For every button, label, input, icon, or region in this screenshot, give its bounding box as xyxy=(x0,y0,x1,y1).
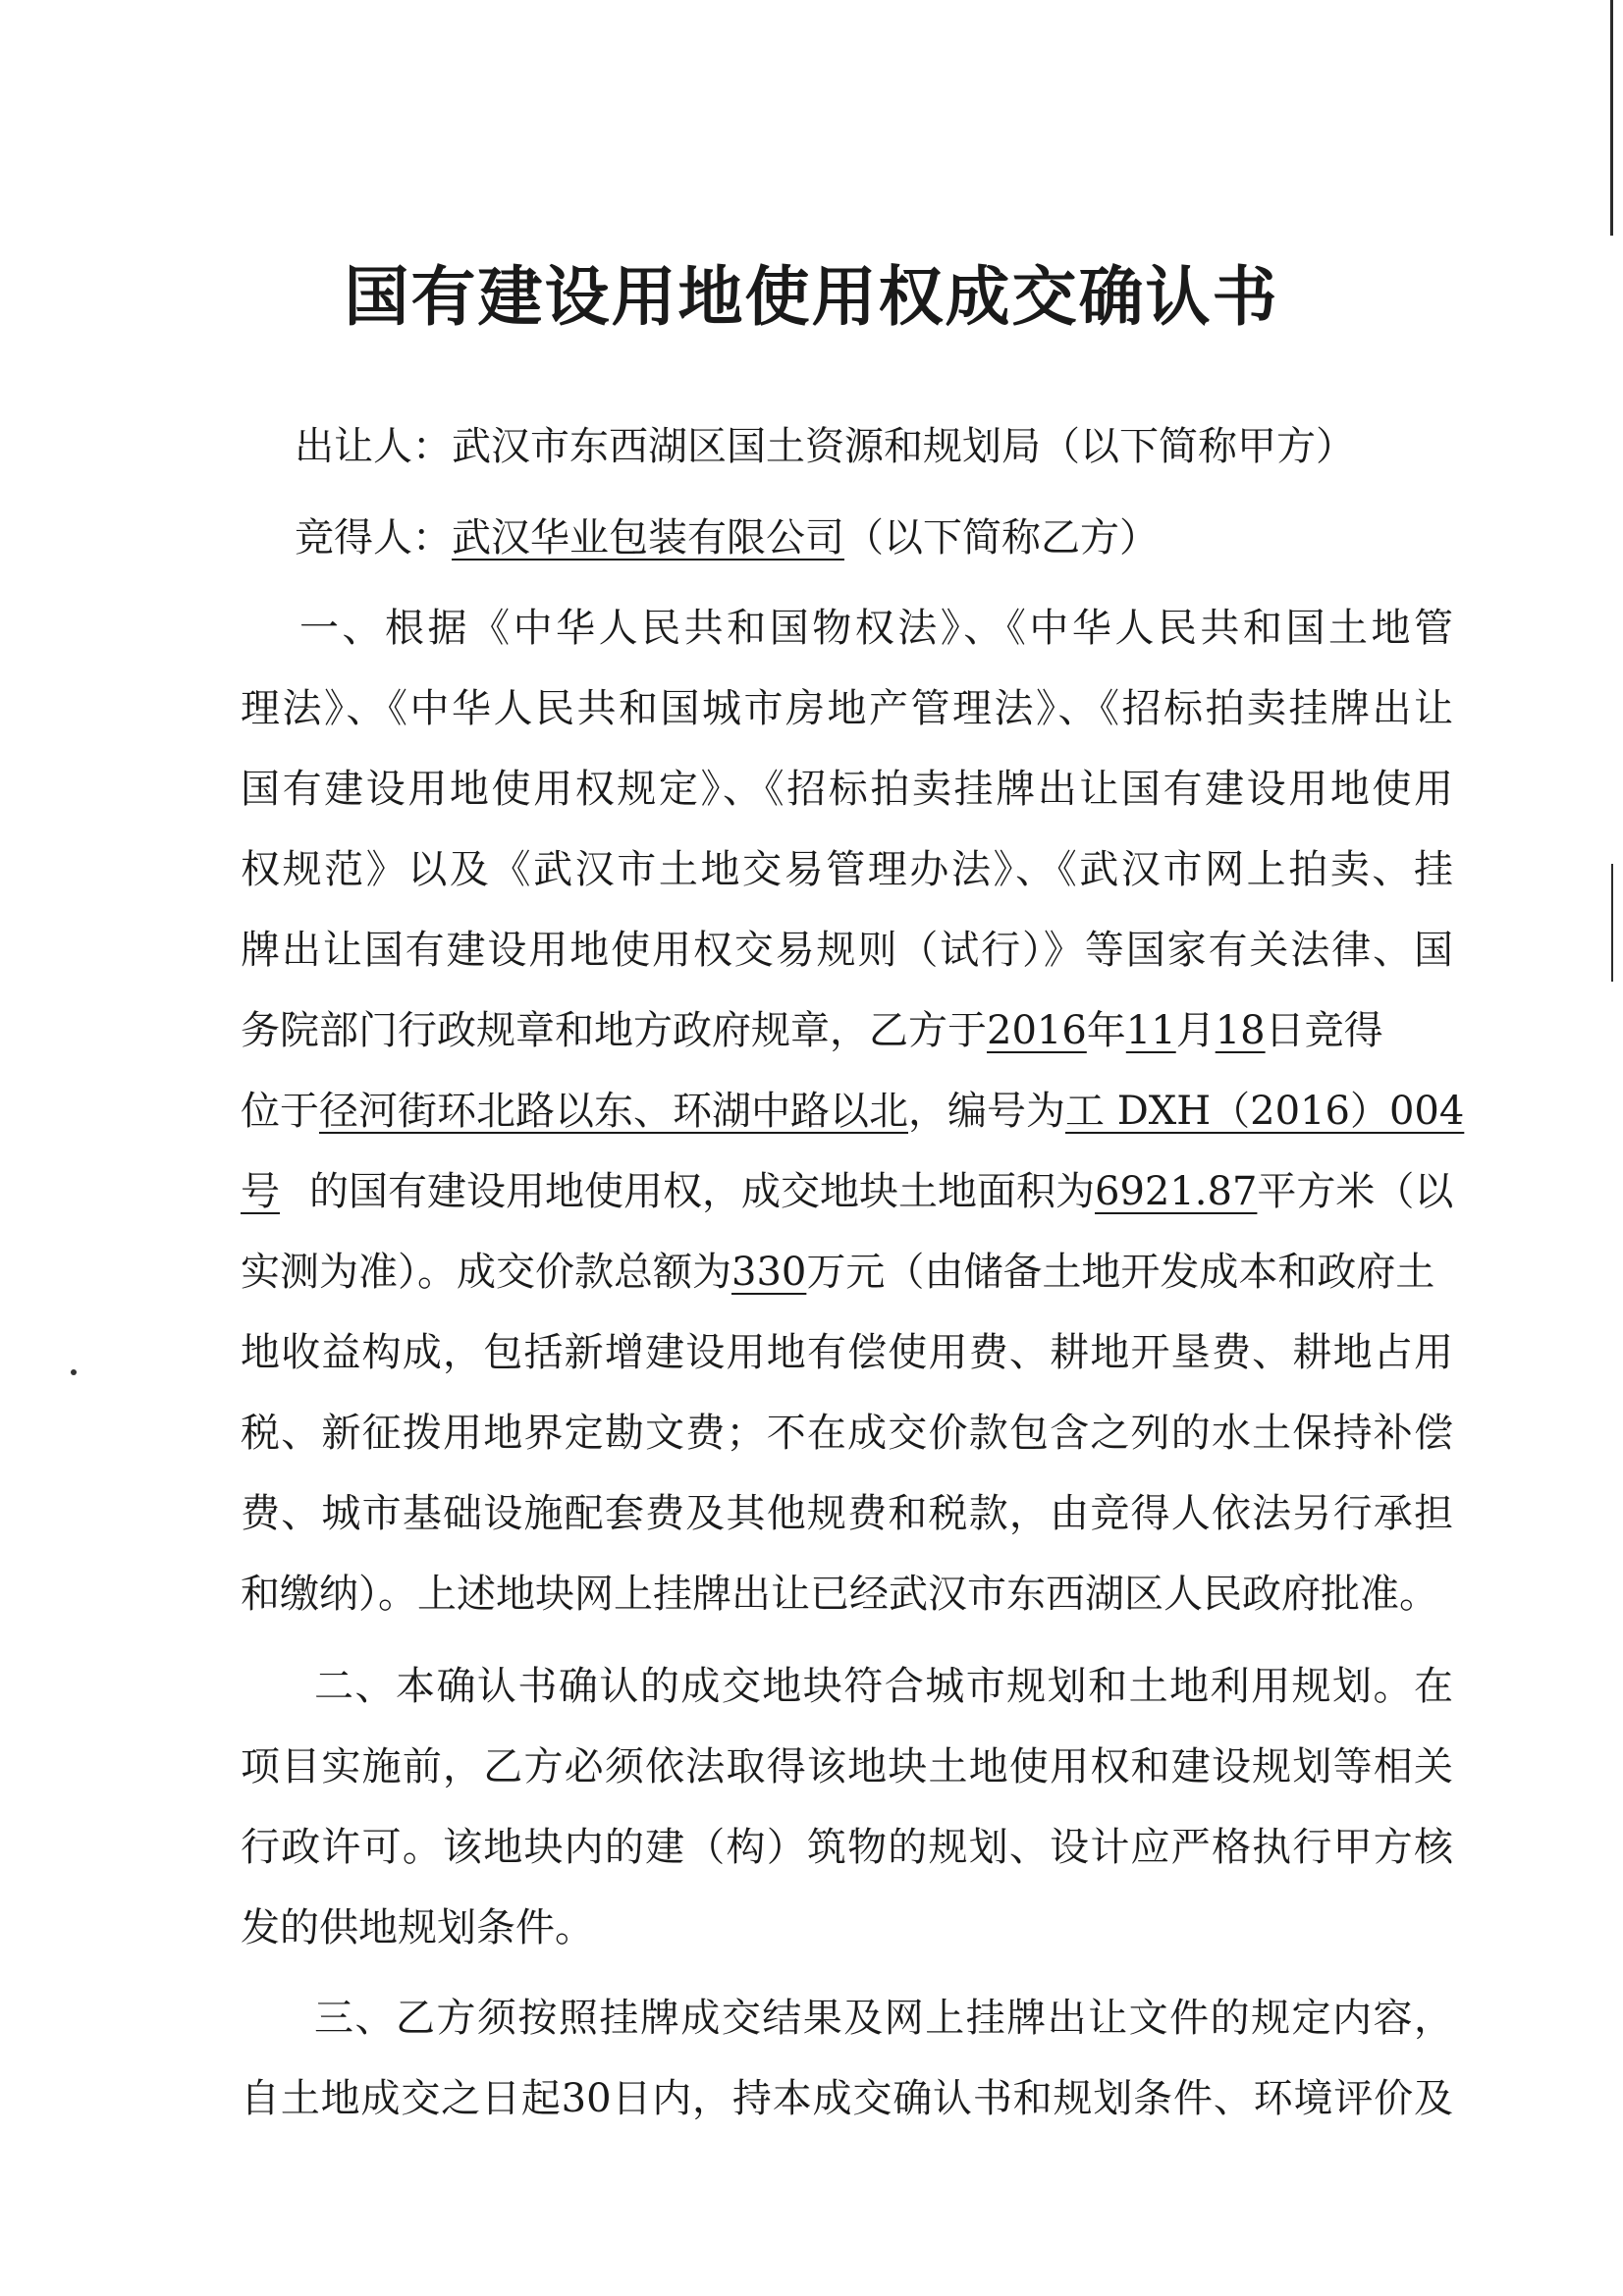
clause2-line-4: 发的供地规划条件。 xyxy=(241,1905,594,1950)
clause1-text: 月 xyxy=(1175,1008,1216,1053)
buyer-suffix: （以下简称乙方） xyxy=(844,515,1159,561)
buyer-label: 竞得人： xyxy=(295,515,452,561)
clause1-line-6 xyxy=(241,1001,1383,1060)
clause1-text: 的国有建设用地使用权，成交地块土地面积为 xyxy=(309,1169,1095,1214)
clause1-line-11: 税、新征拨用地界定勘文费；不在成交价款包含之列的水土保持补偿 xyxy=(241,1411,1453,1456)
buyer-name: 武汉华业包装有限公司 xyxy=(452,515,844,561)
clause1-text: 位于 xyxy=(241,1089,319,1134)
clause3-line-1: 三、乙方须按照挂牌成交结果及网上挂牌出让文件的规定内容， xyxy=(314,1996,1453,2041)
scan-edge-mark xyxy=(1611,864,1613,982)
document-title: 国有建设用地使用权成交确认书 xyxy=(344,259,1279,335)
clause1-text: 实测为准）。成交价款总额为 xyxy=(241,1250,731,1295)
clause1-text: 务院部门行政规章和地方政府规章，乙方于 xyxy=(241,1008,987,1053)
clause1-line-12: 费、城市基础设施配套费及其他规费和税款，由竞得人依法另行承担 xyxy=(241,1491,1453,1536)
clause1-line-2: 理法》、《中华人民共和国城市房地产管理法》、《招标拍卖挂牌出让 xyxy=(241,686,1453,731)
clause1-line-13: 和缴纳）。上述地块网上挂牌出让已经武汉市东西湖区人民政府批准。 xyxy=(241,1572,1438,1617)
clause1-line-10: 地收益构成，包括新增建设用地有偿使用费、耕地开垦费、耕地占用 xyxy=(241,1330,1453,1375)
seller-label: 出让人： xyxy=(295,424,452,469)
scan-edge-mark xyxy=(1610,0,1613,236)
clause1-line-9 xyxy=(241,1243,1434,1302)
clause1-line-1: 一、根据《中华人民共和国物权法》、《中华人民共和国土地管 xyxy=(299,606,1453,651)
deal-year: 2016 xyxy=(987,1008,1087,1053)
land-area: 6921.87 xyxy=(1095,1169,1258,1214)
clause1-text: 年 xyxy=(1086,1008,1126,1053)
scan-speck xyxy=(71,1369,77,1375)
clause1-line-5: 牌出让国有建设用地使用权交易规则（试行）》等国家有关法律、国 xyxy=(241,928,1453,973)
deal-price: 330 xyxy=(731,1250,807,1295)
buyer-line xyxy=(295,508,1159,567)
clause1-line-8 xyxy=(241,1162,1453,1221)
seller-name: 武汉市东西湖区国土资源和规划局（以下简称甲方） xyxy=(452,424,1355,469)
clause1-text: ，编号为 xyxy=(908,1089,1065,1134)
clause3-line-2: 自土地成交之日起30日内，持本成交确认书和规划条件、环境评价及 xyxy=(241,2076,1453,2121)
parcel-number: 工 DXH（2016）004 xyxy=(1065,1089,1465,1134)
clause2-line-3: 行政许可。该地块内的建（构）筑物的规划、设计应严格执行甲方核 xyxy=(241,1825,1453,1870)
clause2-line-2: 项目实施前，乙方必须依法取得该地块土地使用权和建设规划等相关 xyxy=(241,1744,1453,1789)
parcel-number-suffix: 号 xyxy=(241,1169,280,1214)
clause1-line-3: 国有建设用地使用权规定》、《招标拍卖挂牌出让国有建设用地使用 xyxy=(241,767,1453,812)
clause1-text: 日竞得 xyxy=(1265,1008,1383,1053)
clause1-text: 万元（由储备土地开发成本和政府土 xyxy=(806,1250,1435,1295)
seller-line xyxy=(295,417,1355,476)
clause1-line-7 xyxy=(241,1082,1464,1141)
deal-day: 18 xyxy=(1215,1008,1266,1053)
deal-month: 11 xyxy=(1125,1008,1176,1053)
clause1-line-4: 权规范》以及《武汉市土地交易管理办法》、《武汉市网上拍卖、挂 xyxy=(241,847,1453,892)
clause2-line-1: 二、本确认书确认的成交地块符合城市规划和土地利用规划。在 xyxy=(314,1664,1453,1709)
parcel-location: 径河街环北路以东、环湖中路以北 xyxy=(319,1089,908,1134)
clause1-text: 平方米（以 xyxy=(1257,1169,1454,1214)
